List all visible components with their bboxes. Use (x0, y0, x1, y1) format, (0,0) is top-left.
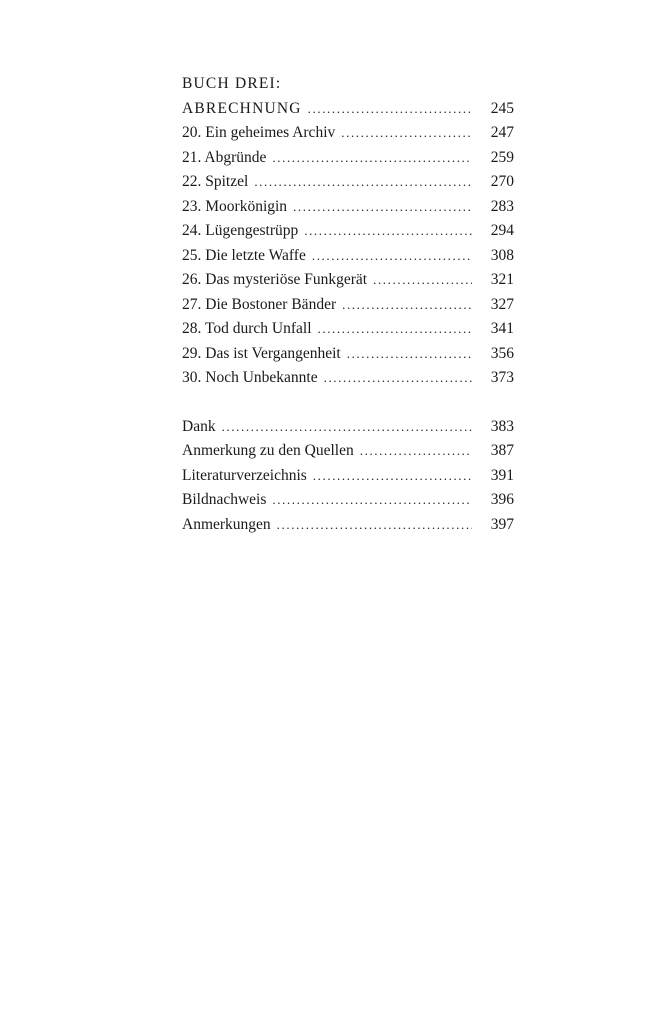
entry-label: Anmerkungen (182, 515, 271, 533)
entry-label: 25. Die letzte Waffe (182, 246, 306, 264)
dot-leader (318, 317, 473, 342)
entry-label: Dank (182, 417, 216, 435)
toc-entry-part (182, 97, 514, 122)
entry-page: 396 (490, 491, 514, 508)
entry-page: 259 (490, 148, 514, 166)
dot-leader (254, 170, 472, 195)
dot-leader (312, 244, 472, 269)
entry-label: 30. Noch Unbekannte (182, 369, 318, 386)
toc-entry (182, 439, 514, 464)
entry-label: ABRECHNUNG (182, 99, 302, 117)
entry-page: 341 (490, 320, 514, 337)
toc-entry (182, 146, 514, 171)
toc-entry (182, 342, 514, 367)
toc-entry (182, 464, 514, 489)
dot-leader (313, 464, 472, 489)
entry-label: 27. Die Bostoner Bänder (182, 295, 337, 313)
entry-label: 23. Moorkönigin (182, 197, 288, 215)
toc-entry (182, 293, 514, 318)
entry-page: 387 (490, 442, 514, 459)
dot-leader (341, 121, 472, 146)
entry-label: 21. Abgründe (182, 148, 267, 166)
entry-page: 373 (490, 369, 514, 386)
entry-page: 308 (490, 246, 514, 264)
toc-entry (182, 219, 514, 244)
entry-page: 283 (490, 197, 514, 215)
dot-leader (304, 219, 472, 244)
entry-page: 327 (490, 295, 514, 313)
entry-label: Bildnachweis (182, 491, 267, 508)
toc-entry (182, 121, 514, 146)
dot-leader (272, 146, 472, 171)
toc-entry (182, 195, 514, 220)
toc-entry (182, 244, 514, 269)
table-of-contents (182, 72, 514, 537)
entry-page: 245 (490, 99, 514, 117)
dot-leader (308, 97, 472, 122)
toc-entry (182, 366, 514, 391)
dot-leader (342, 293, 472, 318)
entry-page: 383 (490, 417, 514, 435)
toc-entry (182, 317, 514, 342)
toc-entry (182, 268, 514, 293)
entry-label: 22. Spitzel (182, 173, 249, 190)
dot-leader (272, 488, 472, 513)
book-heading (182, 72, 514, 97)
dot-leader (293, 195, 472, 220)
entry-page: 391 (490, 466, 514, 484)
entry-label: 26. Das mysteriöse Funkgerät (182, 271, 368, 288)
entry-label: Anmerkung zu den Quellen (182, 442, 354, 459)
toc-entry (182, 488, 514, 513)
back-matter-list (182, 415, 514, 538)
entry-label: 24. Lügengestrüpp (182, 222, 299, 239)
entry-label: Literaturverzeichnis (182, 466, 307, 484)
dot-leader (277, 513, 472, 538)
toc-entry (182, 513, 514, 538)
entry-page: 321 (490, 271, 514, 288)
dot-leader (222, 415, 472, 440)
entry-page: 356 (490, 344, 514, 362)
dot-leader (373, 268, 472, 293)
entry-page: 247 (490, 124, 514, 141)
book-heading-text: BUCH DREI: (182, 75, 282, 92)
toc-entry (182, 170, 514, 195)
entry-label: 20. Ein geheimes Archiv (182, 124, 336, 141)
toc-entry (182, 415, 514, 440)
chapter-list (182, 121, 514, 391)
entry-page: 294 (490, 222, 514, 239)
entry-page: 270 (490, 173, 514, 190)
dot-leader (347, 342, 472, 367)
dot-leader (360, 439, 472, 464)
entry-label: 29. Das ist Vergangenheit (182, 344, 341, 362)
entry-label: 28. Tod durch Unfall (182, 320, 312, 337)
section-gap (182, 391, 514, 415)
entry-page: 397 (490, 515, 514, 533)
dot-leader (324, 366, 472, 391)
